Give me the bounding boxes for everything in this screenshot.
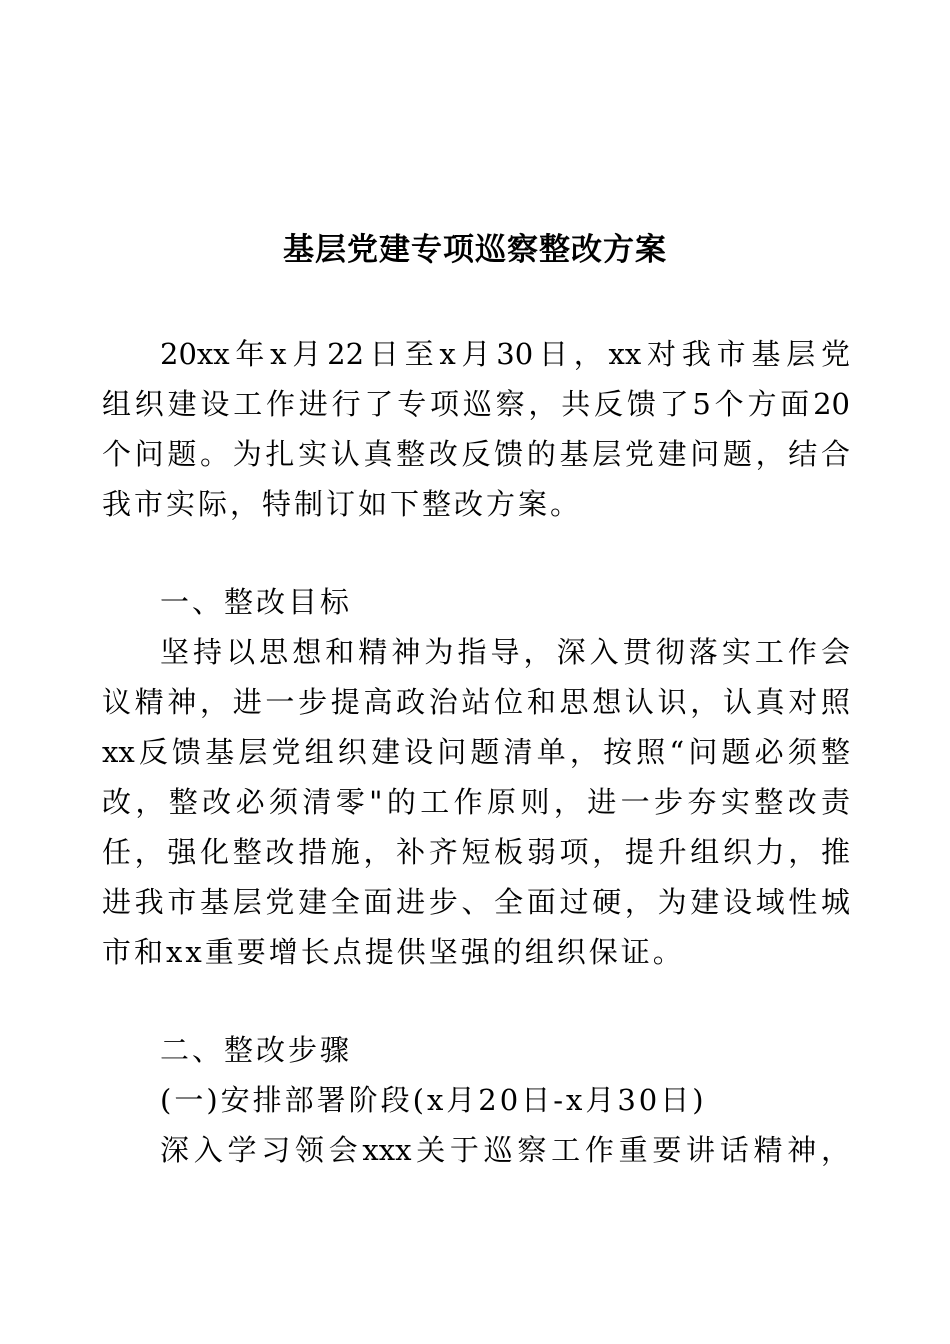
section1-line-4: 改，整改必须清零"的工作原则，进一步夯实整改责 xyxy=(102,785,850,819)
section1-line-7: 市和xx重要增长点提供坚强的组织保证。 xyxy=(102,935,685,969)
section1-line-5: 任，强化整改措施，补齐短板弱项，提升组织力，推 xyxy=(102,835,850,869)
section2-heading: 二、整改步骤 xyxy=(160,1033,353,1067)
section1-line-1: 坚持以思想和精神为指导，深入贯彻落实工作会 xyxy=(160,635,850,669)
intro-line-2: 组织建设工作进行了专项巡察，共反馈了5个方面20 xyxy=(102,387,850,421)
section1-line-6: 进我市基层党建全面进步、全面过硬，为建设域性城 xyxy=(102,885,850,919)
section2-line-1: 深入学习领会xxx关于巡察工作重要讲话精神， xyxy=(160,1133,850,1167)
section1-line-2: 议精神，进一步提高政治站位和思想认识，认真对照 xyxy=(102,685,850,719)
intro-line-4: 我市实际，特制订如下整改方案。 xyxy=(102,487,583,521)
section1-heading: 一、整改目标 xyxy=(160,585,353,619)
section2-subheading: (一)安排部署阶段(x月20日-x月30日) xyxy=(160,1083,707,1117)
intro-line-1: 20xx年x月22日至x月30日，xx对我市基层党 xyxy=(160,337,850,371)
section1-line-3: xx反馈基层党组织建设问题清单，按照“问题必须整 xyxy=(102,735,850,769)
intro-line-3: 个问题。为扎实认真整改反馈的基层党建问题，结合 xyxy=(102,437,850,471)
document-title: 基层党建专项巡察整改方案 xyxy=(283,232,667,268)
